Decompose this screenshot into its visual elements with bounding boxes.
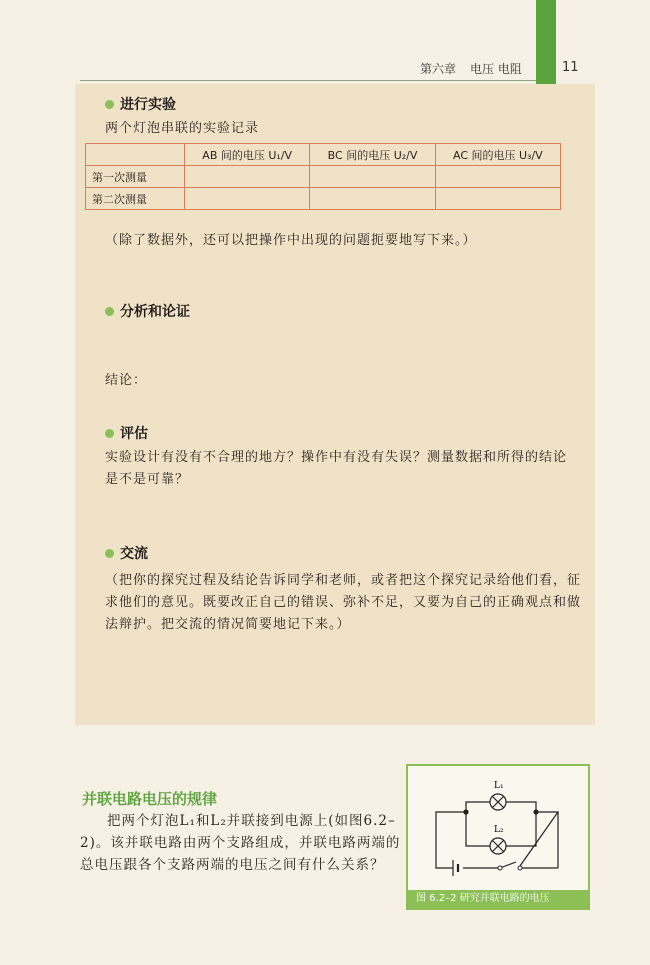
table-cell xyxy=(185,166,310,188)
junction-dot xyxy=(463,809,468,814)
table-cell xyxy=(435,188,560,210)
section-body: 把两个灯泡L₁和L₂并联接到电源上(如图6.2–2)。该并联电路由两个支路组成，并联电路两端的总电压跟各个支路两端的电压之间有什么关系？ xyxy=(80,813,401,873)
table-row xyxy=(86,166,561,188)
chapter-topic: 电压 电阻 xyxy=(470,62,522,76)
evaluation-heading: 评估 xyxy=(105,423,148,443)
conclusion-label: 结论： xyxy=(105,373,148,388)
table-cell xyxy=(310,188,435,210)
exchange-text: （把你的探究过程及结论告诉同学和老师，或者把这个探究记录给他们看，征求他们的意见。既要改正自己的错误、弥补不足，又要为自己的正确观点和做法辩护。把交流的情况简要地记下来。） xyxy=(105,573,582,632)
page-number: 11 xyxy=(562,60,579,75)
junction-dot xyxy=(533,809,538,814)
table-cell xyxy=(435,166,560,188)
lamp1-label: L₁ xyxy=(494,781,504,791)
table-header-cell: BC 间的电压 U₂/V xyxy=(310,144,435,166)
evaluation-text: 实验设计有没有不合理的地方？操作中有没有失误？测量数据和所得的结论是不是可靠？ xyxy=(105,450,568,487)
lamp2-label: L₂ xyxy=(494,825,504,835)
section-title: 并联电路电压的规律 xyxy=(82,790,218,808)
bullet-dot-icon xyxy=(105,307,114,316)
record-table xyxy=(85,143,561,210)
table-header-cell: AC 间的电压 U₃/V xyxy=(435,144,560,166)
circuit-figure xyxy=(406,764,590,910)
analysis-heading: 分析和论证 xyxy=(105,301,190,321)
table-header-cell: AB 间的电压 U₁/V xyxy=(185,144,310,166)
table-header-cell xyxy=(86,144,185,166)
chapter-label: 第六章 xyxy=(420,62,457,76)
table-cell xyxy=(310,166,435,188)
table-row xyxy=(86,188,561,210)
experiment-heading: 进行实验 xyxy=(105,94,176,114)
bullet-dot-icon xyxy=(105,100,114,109)
exchange-heading: 交流 xyxy=(105,543,148,563)
header-divider xyxy=(80,80,536,81)
table-caption: 两个灯泡串联的实验记录 xyxy=(105,121,260,136)
chapter-tab-bar xyxy=(536,0,556,84)
figure-caption: 图 6.2–2 研究并联电路的电压 xyxy=(408,890,588,908)
table-header-row xyxy=(86,144,561,166)
table-cell: 第二次测量 xyxy=(86,188,185,210)
bullet-dot-icon xyxy=(105,429,114,438)
table-cell: 第一次测量 xyxy=(86,166,185,188)
parallel-circuit-diagram xyxy=(408,766,588,890)
table-cell xyxy=(185,188,310,210)
bullet-dot-icon xyxy=(105,549,114,558)
experiment-note: （除了数据外，还可以把操作中出现的问题扼要地写下来。） xyxy=(105,233,477,248)
